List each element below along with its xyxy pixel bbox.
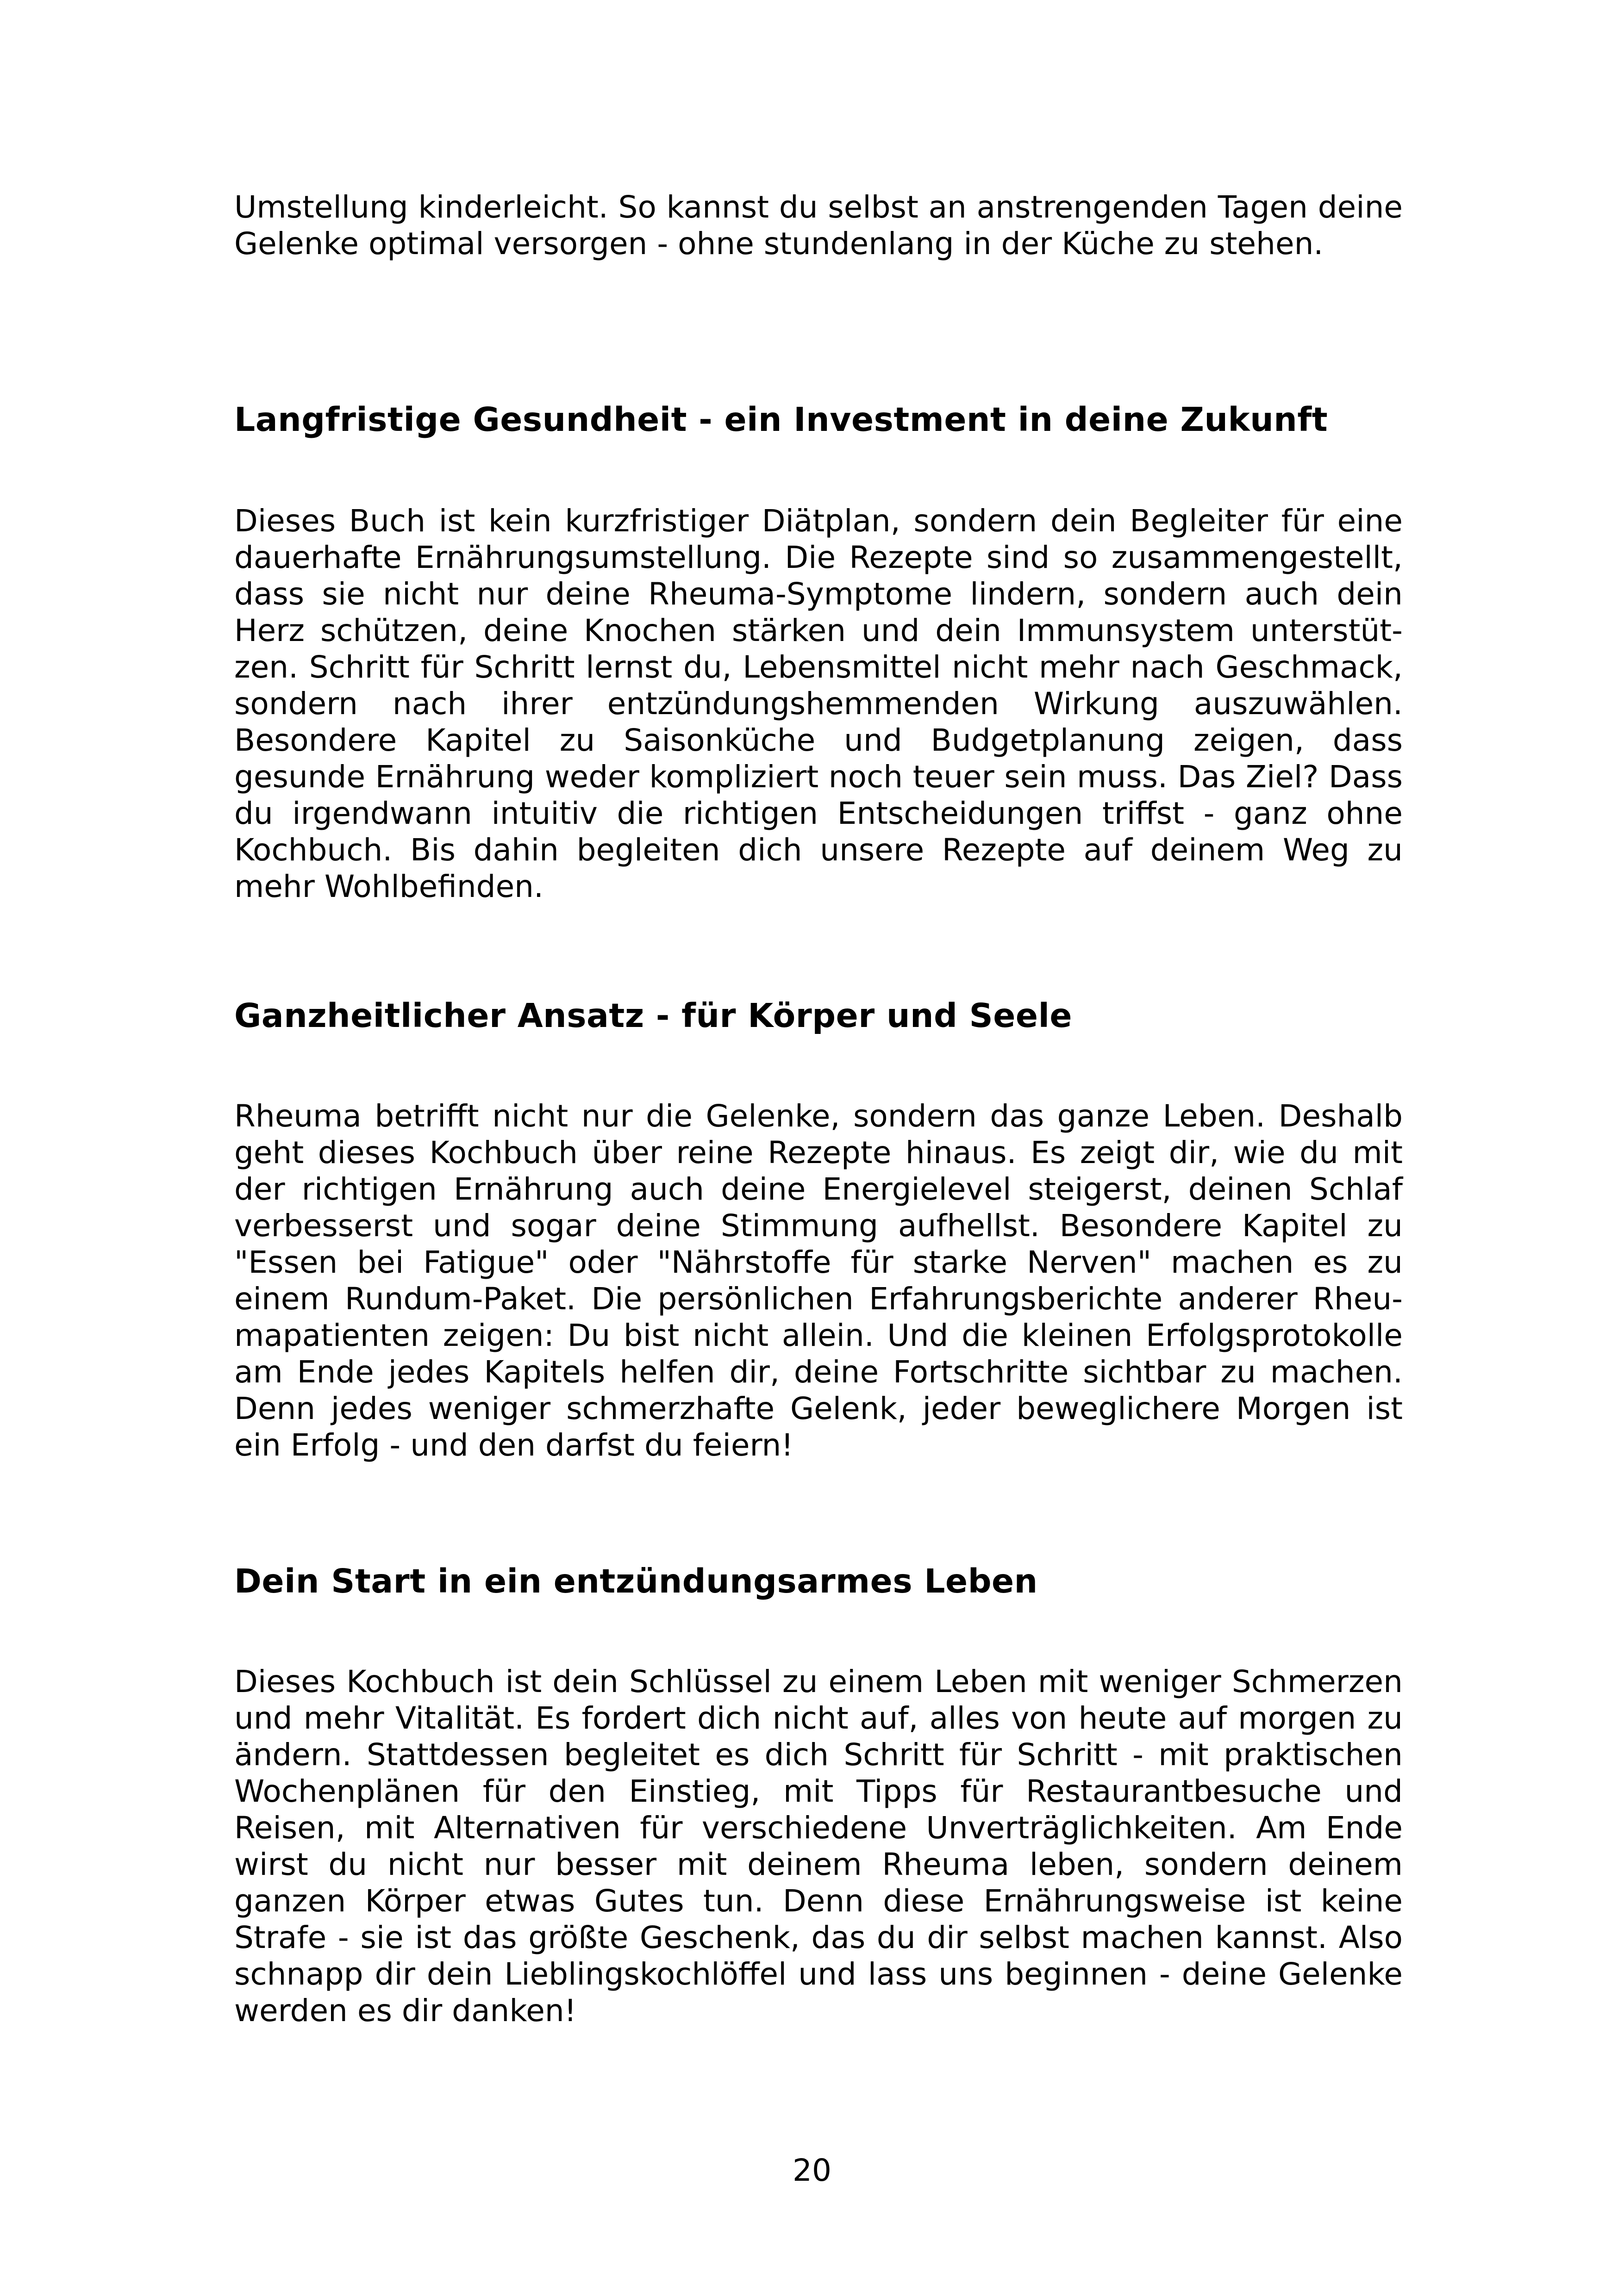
section-heading-2-block [234,995,1403,1037]
page-number: 20 [793,2153,831,2188]
intro-block [234,189,1403,262]
section-heading: Dein Start in ein entzündungsarmes Leben [234,1562,1038,1600]
section-paragraph: Rheuma betrifft nicht nur die Gelenke, sondern das ganze Leben. Deshalb geht dieses Kochbuch über reine Rezepte hinaus. Es zeigt dir, wie du mit der richtigen Ernährung auch deine Energielevel steigerst, deinen Schlaf verbesserst und sogar deine Stimmung aufhellst. Besondere Kapitel zu "Essen bei Fatigue" oder "Nährstoffe für starke Nerven" machen es zu einem Rundum-Paket. Die persönlichen Erfahrungsberichte anderer Rheumapatienten zeigen: Du bist nicht allein. Und die kleinen Erfolgsprotokolle am Ende jedes Kapitels helfen dir, deine Fortschritte sichtbar zu machen. Denn jedes weniger schmerzhafte Gelenk, jeder beweglichere Morgen ist ein Erfolg - und den darfst du feiern! [234,1098,1403,1463]
section-body-2-block [234,1098,1403,1463]
section-paragraph: Dieses Kochbuch ist dein Schlüssel zu einem Leben mit weniger Schmerzen und mehr Vitalität. Es fordert dich nicht auf, alles von heute auf morgen zu ändern. Stattdessen begleitet es dich Schritt für Schritt - mit praktischen Wochenplänen für den Einstieg, mit Tipps für Restaurantbesuche und Reisen, mit Alternativen für verschiedene Unverträglichkeiten. Am Ende wirst du nicht nur besser mit deinem Rheuma leben, sondern deinem ganzen Körper etwas Gutes tun. Denn diese Ernährungsweise ist keine Strafe - sie ist das größte Geschenk, das du dir selbst machen kannst. Also schnapp dir dein Lieblingskochlöffel und lass uns beginnen - deine Gelenke werden es dir danken! [234,1664,1403,2028]
section-heading-3-block [234,1561,1403,1602]
section-heading: Ganzheitlicher Ansatz - für Körper und Seele [234,996,1073,1035]
intro-paragraph: Umstellung kinderleicht. So kannst du selbst an anstrengenden Tagen deine Gelenke optimal versorgen - ohne stundenlang in der Küche zu stehen. [234,189,1403,261]
section-heading: Langfristige Gesundheit - ein Investment in deine Zukunft [234,400,1328,439]
section-body-1-block [234,503,1403,905]
section-heading-1-block [234,399,1403,441]
section-body-3-block [234,1663,1403,2029]
section-paragraph: Dieses Buch ist kein kurzfristiger Diätplan, sondern dein Begleiter für eine dauerhafte Ernährungsumstellung. Die Rezepte sind so zusammengestellt, dass sie nicht nur deine Rheuma-Symptome lindern, sondern auch dein Herz schützen, deine Knochen stärken und dein Immunsystem unterstützen. Schritt für Schritt lernst du, Lebensmittel nicht mehr nach Geschmack, sondern nach ihrer entzündungshemmenden Wirkung auszuwählen. Besondere Kapitel zu Saisonküche und Budgetplanung zeigen, dass gesunde Ernährung weder kompliziert noch teuer sein muss. Das Ziel? Dass du irgendwann intuitiv die richtigen Entscheidungen triffst - ganz ohne Kochbuch. Bis dahin begleiten dich unsere Rezepte auf deinem Weg zu mehr Wohlbefinden. [234,503,1403,904]
